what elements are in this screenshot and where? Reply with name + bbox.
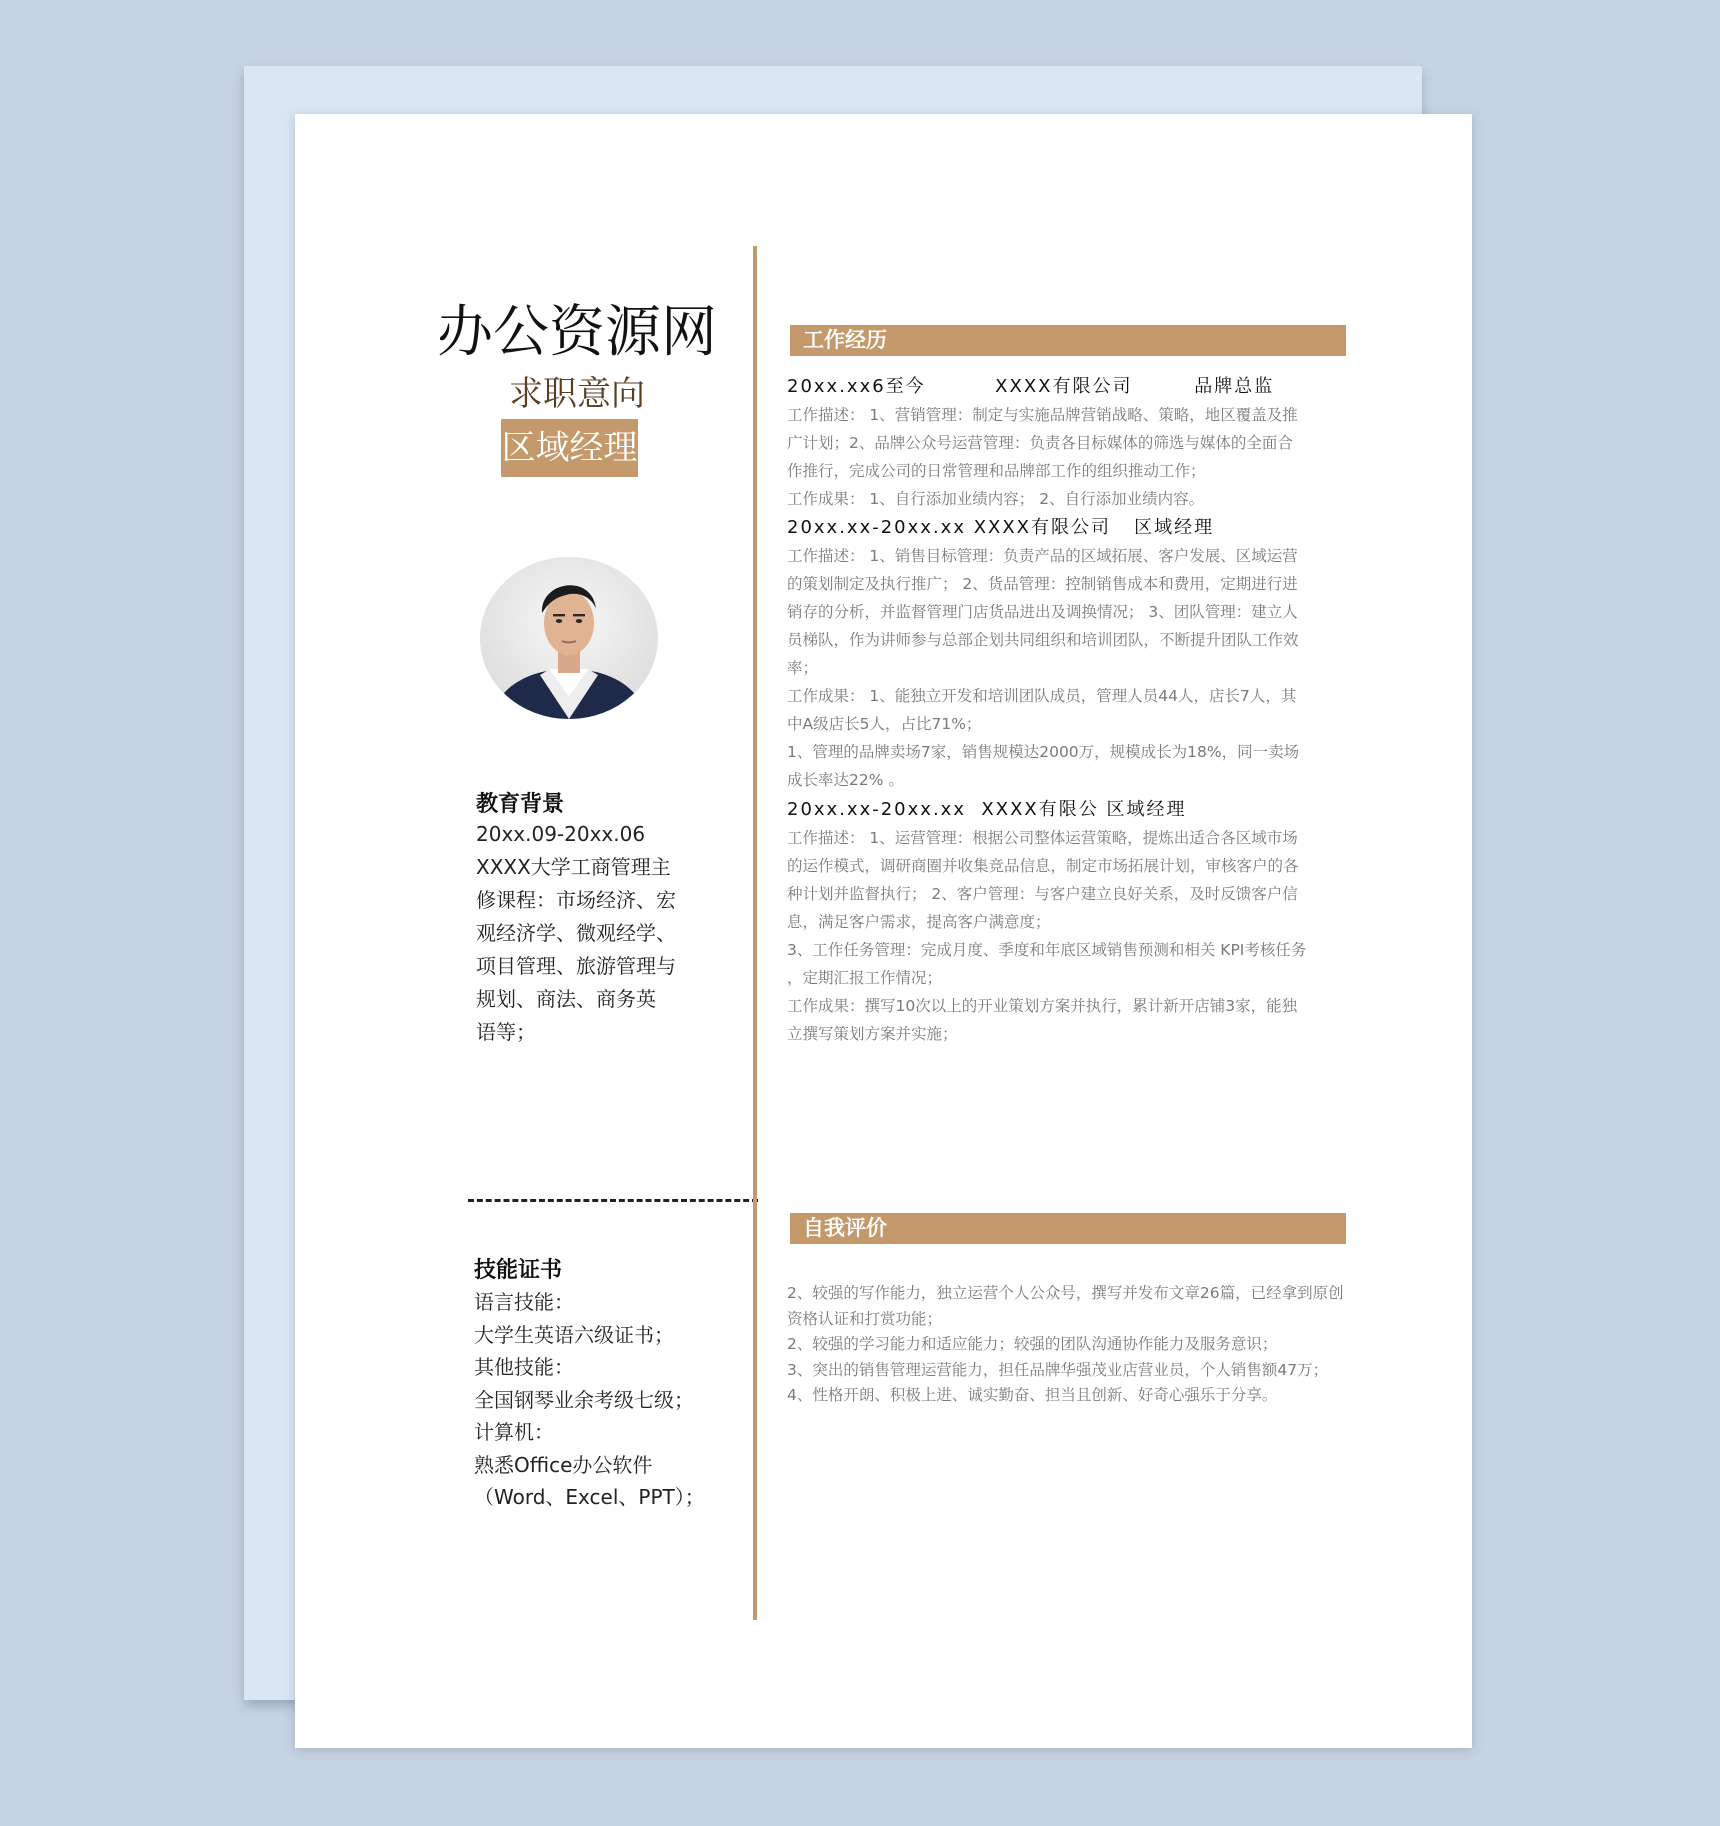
avatar xyxy=(480,557,658,719)
skills-line: 大学生英语六级证书； xyxy=(474,1322,674,1347)
job-1-heading: 20xx.xx6至今 XXXX有限公司 品牌总监 xyxy=(787,376,1275,397)
skills-line: 熟悉Office办公软件 xyxy=(474,1452,653,1477)
job-1-line: 作推行，完成公司的日常管理和品牌部工作的组织推动工作； xyxy=(787,462,1206,480)
job-1-line: 工作成果： 1、自行添加业绩内容； 2、自行添加业绩内容。 xyxy=(787,490,1205,508)
job-2-line: 率； xyxy=(787,659,819,677)
job-3-line: 种计划并监督执行； 2、客户管理：与客户建立良好关系，及时反馈客户信 xyxy=(787,885,1298,903)
job-2-line: 成长率达22% 。 xyxy=(787,771,904,789)
education-line: 语等； xyxy=(476,1020,536,1044)
work-section-header xyxy=(790,325,1346,356)
job-3-line: 工作描述： 1、运营管理：根据公司整体运营策略，提炼出适合各区域市场 xyxy=(787,829,1298,847)
skills-line: 计算机： xyxy=(474,1420,554,1444)
job-2-line: 员梯队，作为讲师参与总部企划共同组织和培训团队，不断提升团队工作效 xyxy=(787,631,1299,649)
education-line: 规划、商法、商务英 xyxy=(476,987,656,1011)
job-intent-value: 区域经理 xyxy=(501,419,638,477)
education-detail xyxy=(476,851,676,1049)
self-eval-line: 2、较强的写作能力，独立运营个人公众号，撰写并发布文章26篇，已经拿到原创 xyxy=(787,1284,1344,1302)
brand-title: 办公资源网 xyxy=(437,300,717,365)
job-3-line: 的运作模式，调研商圈并收集竞品信息，制定市场拓展计划，审核客户的各 xyxy=(787,857,1299,875)
job-2-line: 工作描述： 1、销售目标管理：负责产品的区域拓展、客户发展、区域运营 xyxy=(787,547,1298,565)
column-divider xyxy=(753,246,757,1620)
job-3-line: ，定期汇报工作情况； xyxy=(787,969,943,987)
education-period: 20xx.09-20xx.06 xyxy=(476,822,646,846)
skills-line: 全国钢琴业余考级七级； xyxy=(474,1387,694,1412)
education-line: 项目管理、旅游管理与 xyxy=(476,954,676,978)
education-line: XXXX大学工商管理主 xyxy=(476,855,671,879)
job-3-description xyxy=(787,824,1306,1048)
job-1-line: 工作描述： 1、营销管理：制定与实施品牌营销战略、策略，地区覆盖及推 xyxy=(787,406,1298,424)
skills-line: 语言技能： xyxy=(474,1290,574,1314)
self-eval-line: 3、突出的销售管理运营能力，担任品牌华强茂业店营业员，个人销售额47万； xyxy=(787,1360,1329,1379)
job-2-heading: 20xx.xx-20xx.xx XXXX有限公司 区域经理 xyxy=(787,517,1215,538)
education-line: 修课程：市场经济、宏 xyxy=(476,888,676,912)
job-2-line: 销存的分析，并监督管理门店货品进出及调换情况； 3、团队管理：建立人 xyxy=(787,603,1298,621)
job-3-line: 工作成果：撰写10次以上的开业策划方案并执行，累计新开店铺3家，能独 xyxy=(787,997,1298,1015)
self-eval-section-title: 自我评价 xyxy=(803,1216,887,1240)
self-eval-content xyxy=(787,1281,1344,1409)
job-2-line: 的策划制定及执行推广； 2、货品管理：控制销售成本和费用，定期进行进 xyxy=(787,575,1298,593)
self-eval-line: 资格认证和打赏功能； xyxy=(787,1309,943,1328)
job-3-line: 息，满足客户需求，提高客户满意度； xyxy=(787,913,1051,931)
job-3-line: 立撰写策划方案并实施； xyxy=(787,1025,958,1043)
skills-title: 技能证书 xyxy=(474,1258,563,1283)
skills-line: 其他技能： xyxy=(474,1355,574,1379)
job-2-line: 1、管理的品牌卖场7家，销售规模达2000万，规模成长为18%，同一卖场 xyxy=(787,743,1300,761)
section-divider xyxy=(468,1199,758,1202)
work-section-title: 工作经历 xyxy=(803,328,887,352)
job-2-description xyxy=(787,542,1299,794)
education-title: 教育背景 xyxy=(476,792,565,817)
skills-detail xyxy=(474,1286,705,1514)
skills-line: （Word、Excel、PPT）； xyxy=(474,1485,705,1509)
job-2-line: 工作成果： 1、能独立开发和培训团队成员，管理人员44人，店长7人，其 xyxy=(787,687,1297,705)
avatar-portrait-icon xyxy=(480,557,658,719)
self-eval-line: 4、性格开朗、积极上进、诚实勤奋、担当且创新、好奇心强乐于分享。 xyxy=(787,1386,1278,1404)
job-intent-label: 求职意向 xyxy=(509,374,645,414)
job-1-description xyxy=(787,401,1298,513)
job-2-line: 中A级店长5人，占比71%； xyxy=(787,715,982,733)
job-1-line: 广计划；2、品牌公众号运营管理：负责各目标媒体的筛选与媒体的全面合 xyxy=(787,434,1293,452)
job-3-heading: 20xx.xx-20xx.xx XXXX有限公 区域经理 xyxy=(787,799,1187,820)
self-eval-line: 2、较强的学习能力和适应能力；较强的团队沟通协作能力及服务意识； xyxy=(787,1335,1278,1353)
job-3-line: 3、工作任务管理：完成月度、季度和年底区域销售预测和相关 KPI考核任务 xyxy=(787,941,1307,959)
resume-page xyxy=(295,114,1472,1748)
education-line: 观经济学、微观经学、 xyxy=(476,921,676,945)
self-eval-section-header xyxy=(790,1213,1346,1244)
